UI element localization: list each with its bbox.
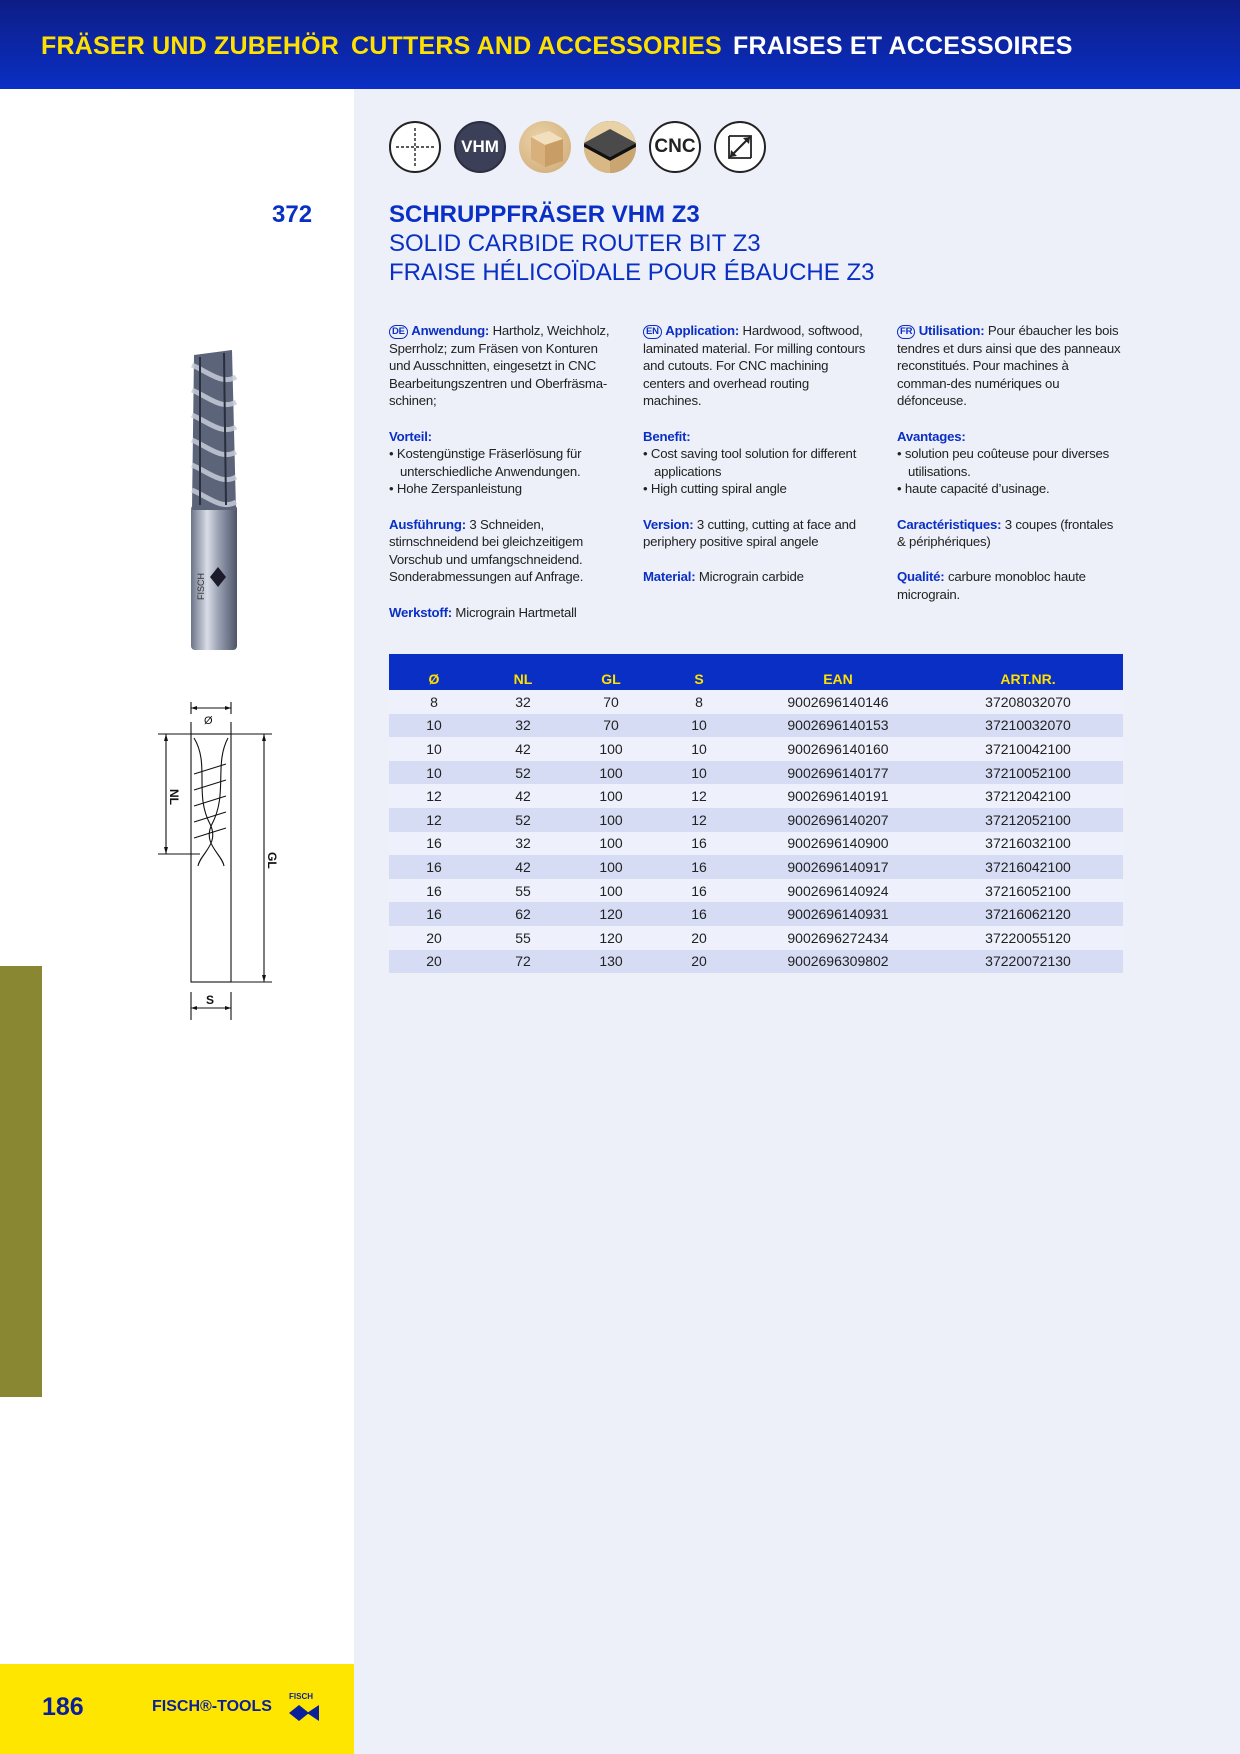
cell-gl: 70 xyxy=(567,690,655,714)
lang-badge-de: DE xyxy=(389,325,408,339)
cell-ean: 9002696140917 xyxy=(743,855,933,879)
cell-ean: 9002696140207 xyxy=(743,808,933,832)
cell-ean: 9002696140160 xyxy=(743,737,933,761)
benefit-item-de-2: • Hohe Zerspanleistung xyxy=(389,481,522,497)
cell-art-nr: 37216062120 xyxy=(933,902,1123,926)
table-row xyxy=(389,761,1123,785)
cell-diameter: 10 xyxy=(389,761,479,785)
cell-ean: 9002696140900 xyxy=(743,832,933,856)
vhm-icon: VHM xyxy=(454,121,506,173)
wood-icon xyxy=(519,121,571,173)
table-row xyxy=(389,690,1123,714)
column-header-diameter: Ø xyxy=(389,654,479,690)
application-label-de: Anwendung: xyxy=(411,323,490,338)
cell-ean: 9002696140146 xyxy=(743,690,933,714)
product-title-fr: FRAISE HÉLICOÏDALE POUR ÉBAUCHE Z3 xyxy=(389,259,875,286)
cell-ean: 9002696309802 xyxy=(743,950,933,974)
drawing-label-gl: GL xyxy=(265,852,279,869)
cell-nl: 55 xyxy=(479,879,567,903)
application-label-fr: Utilisation: xyxy=(918,323,985,338)
version-text-en: 3 cutting, cutting at face and periphery positive spiral angele xyxy=(643,516,856,550)
cell-nl: 62 xyxy=(479,902,567,926)
application-text-de: Hartholz, Weichholz, Sperrholz; zum Fräsen von Konturen und Ausschnitten, eingesetzt in CNC Bearbeitungszentren und Oberfräsma-schinen; xyxy=(389,323,610,409)
cell-nl: 72 xyxy=(479,950,567,974)
application-text-en: Hardwood, softwood, laminated material. For milling contours and cutouts. For CNC machining centers and overhead routing machines. xyxy=(643,323,866,409)
cell-s: 16 xyxy=(655,879,743,903)
cell-diameter: 16 xyxy=(389,832,479,856)
cell-nl: 52 xyxy=(479,808,567,832)
table-row xyxy=(389,950,1123,974)
table-row xyxy=(389,902,1123,926)
benefit-label-en: Benefit: xyxy=(643,428,691,444)
benefit-label-de: Vorteil: xyxy=(389,428,432,444)
cell-gl: 100 xyxy=(567,832,655,856)
column-header-nl: NL xyxy=(479,654,567,690)
description-de xyxy=(389,322,614,639)
description-en xyxy=(643,322,868,604)
section-marker-bar xyxy=(0,966,42,1397)
cell-nl: 55 xyxy=(479,926,567,950)
product-code: 372 xyxy=(272,201,313,228)
cell-gl: 100 xyxy=(567,737,655,761)
cell-gl: 70 xyxy=(567,714,655,738)
cell-art-nr: 37210032070 xyxy=(933,714,1123,738)
benefit-label-fr: Avantages: xyxy=(897,428,966,444)
application-text-fr: Pour ébaucher les bois tendres et durs ainsi que des panneaux reconstitués. Pour machines à comman-des numériques ou défonceuse. xyxy=(897,323,1121,409)
cell-s: 8 xyxy=(655,690,743,714)
cell-art-nr: 37220055120 xyxy=(933,926,1123,950)
cell-s: 16 xyxy=(655,902,743,926)
cell-gl: 100 xyxy=(567,855,655,879)
table-row xyxy=(389,926,1123,950)
product-title-en: SOLID CARBIDE ROUTER BIT Z3 xyxy=(389,230,761,257)
cell-art-nr: 37210042100 xyxy=(933,737,1123,761)
product-photo xyxy=(180,345,250,655)
material-text-en: Micrograin carbide xyxy=(695,569,804,585)
version-text-de: 3 Schneiden, stirnschneidend bei gleichzeitigem Vorschub und umfangschneidend. Sonderabmessungen auf Anfrage. xyxy=(389,516,584,585)
cell-diameter: 10 xyxy=(389,714,479,738)
crosshair-icon xyxy=(389,121,441,173)
benefit-item-fr-1: • solution peu coûteuse pour diverses utilisations. xyxy=(897,446,1110,479)
brand-name: FISCH®-TOOLS xyxy=(152,1698,272,1715)
cell-ean: 9002696140924 xyxy=(743,879,933,903)
cell-gl: 120 xyxy=(567,902,655,926)
cell-s: 10 xyxy=(655,714,743,738)
photo-shank-label: FISCH xyxy=(196,573,206,600)
material-text-fr: carbure monobloc haute micrograin. xyxy=(897,569,1086,602)
rotation-icon xyxy=(714,121,766,173)
application-label-en: Application: xyxy=(665,323,740,338)
product-title-de: SCHRUPPFRÄSER VHM Z3 xyxy=(389,201,700,228)
column-header-gl: GL xyxy=(567,654,655,690)
cell-art-nr: 37216052100 xyxy=(933,879,1123,903)
cell-s: 12 xyxy=(655,808,743,832)
material-label-en: Material: xyxy=(643,569,696,585)
table-row xyxy=(389,714,1123,738)
cell-diameter: 20 xyxy=(389,950,479,974)
column-header-s: S xyxy=(655,654,743,690)
table-header-row xyxy=(389,654,1123,690)
spec-table xyxy=(389,654,1123,973)
panel-icon xyxy=(584,121,636,173)
technical-drawing xyxy=(150,694,280,1024)
fisch-logo-icon xyxy=(287,1691,323,1723)
cell-nl: 42 xyxy=(479,784,567,808)
cell-nl: 52 xyxy=(479,761,567,785)
version-text-fr: 3 coupes (frontales & périphériques) xyxy=(897,516,1114,550)
cell-diameter: 16 xyxy=(389,879,479,903)
version-label-en: Version: xyxy=(643,516,694,532)
logo-text: FISCH xyxy=(289,1692,313,1701)
table-row xyxy=(389,808,1123,832)
material-label-de: Werkstoff: xyxy=(389,604,452,620)
cell-diameter: 10 xyxy=(389,737,479,761)
cell-s: 20 xyxy=(655,950,743,974)
cell-gl: 100 xyxy=(567,761,655,785)
cell-s: 12 xyxy=(655,784,743,808)
drawing-label-diameter: Ø xyxy=(204,715,213,727)
cell-diameter: 16 xyxy=(389,902,479,926)
cell-ean: 9002696140931 xyxy=(743,902,933,926)
cell-nl: 42 xyxy=(479,855,567,879)
cell-diameter: 12 xyxy=(389,784,479,808)
cell-diameter: 20 xyxy=(389,926,479,950)
cell-nl: 42 xyxy=(479,737,567,761)
lang-badge-en: EN xyxy=(643,325,662,339)
table-row xyxy=(389,855,1123,879)
cell-s: 10 xyxy=(655,761,743,785)
cell-art-nr: 37210052100 xyxy=(933,761,1123,785)
cell-nl: 32 xyxy=(479,690,567,714)
material-label-fr: Qualité: xyxy=(897,569,945,585)
cell-ean: 9002696140191 xyxy=(743,784,933,808)
material-text-de: Micrograin Hartmetall xyxy=(451,604,577,620)
cell-ean: 9002696140153 xyxy=(743,714,933,738)
cell-gl: 100 xyxy=(567,808,655,832)
feature-icons xyxy=(389,121,766,173)
benefit-item-en-1: • Cost saving tool solution for different applications xyxy=(643,446,857,479)
cell-s: 10 xyxy=(655,737,743,761)
cell-art-nr: 37220072130 xyxy=(933,950,1123,974)
column-header-art-nr: ART.NR. xyxy=(933,654,1123,690)
version-label-fr: Caractéristiques: xyxy=(897,516,1002,532)
header-title-fr: FRAISES ET ACCESSOIRES xyxy=(733,32,1073,60)
cell-ean: 9002696272434 xyxy=(743,926,933,950)
version-label-de: Ausführung: xyxy=(389,516,466,532)
cell-s: 16 xyxy=(655,832,743,856)
cell-art-nr: 37216032100 xyxy=(933,832,1123,856)
cell-gl: 100 xyxy=(567,784,655,808)
cell-art-nr: 37212052100 xyxy=(933,808,1123,832)
lang-badge-fr: FR xyxy=(897,325,915,339)
cell-gl: 100 xyxy=(567,879,655,903)
table-row xyxy=(389,832,1123,856)
benefit-item-fr-2: • haute capacité d’usinage. xyxy=(897,481,1050,497)
table-body xyxy=(389,690,1123,973)
header-title-en: CUTTERS AND ACCESSORIES xyxy=(351,32,722,60)
table-row xyxy=(389,737,1123,761)
drawing-label-s: S xyxy=(206,993,215,1007)
cell-gl: 120 xyxy=(567,926,655,950)
cell-nl: 32 xyxy=(479,832,567,856)
cell-diameter: 8 xyxy=(389,690,479,714)
description-fr xyxy=(897,322,1122,621)
cell-ean: 9002696140177 xyxy=(743,761,933,785)
column-header-ean: EAN xyxy=(743,654,933,690)
benefit-item-de-1: • Kostengünstige Fräserlösung für unterschiedliche Anwendungen. xyxy=(389,446,582,479)
cell-s: 16 xyxy=(655,855,743,879)
header-title-de: FRÄSER UND ZUBEHÖR xyxy=(41,32,340,60)
cell-s: 20 xyxy=(655,926,743,950)
cell-art-nr: 37212042100 xyxy=(933,784,1123,808)
drawing-label-nl: NL xyxy=(167,789,181,805)
page-number: 186 xyxy=(42,1693,84,1721)
table-row xyxy=(389,879,1123,903)
cell-art-nr: 37208032070 xyxy=(933,690,1123,714)
cell-nl: 32 xyxy=(479,714,567,738)
cell-diameter: 16 xyxy=(389,855,479,879)
cell-diameter: 12 xyxy=(389,808,479,832)
table-row xyxy=(389,784,1123,808)
cell-art-nr: 37216042100 xyxy=(933,855,1123,879)
benefit-item-en-2: • High cutting spiral angle xyxy=(643,481,787,497)
cnc-icon: CNC xyxy=(649,121,701,173)
cell-gl: 130 xyxy=(567,950,655,974)
